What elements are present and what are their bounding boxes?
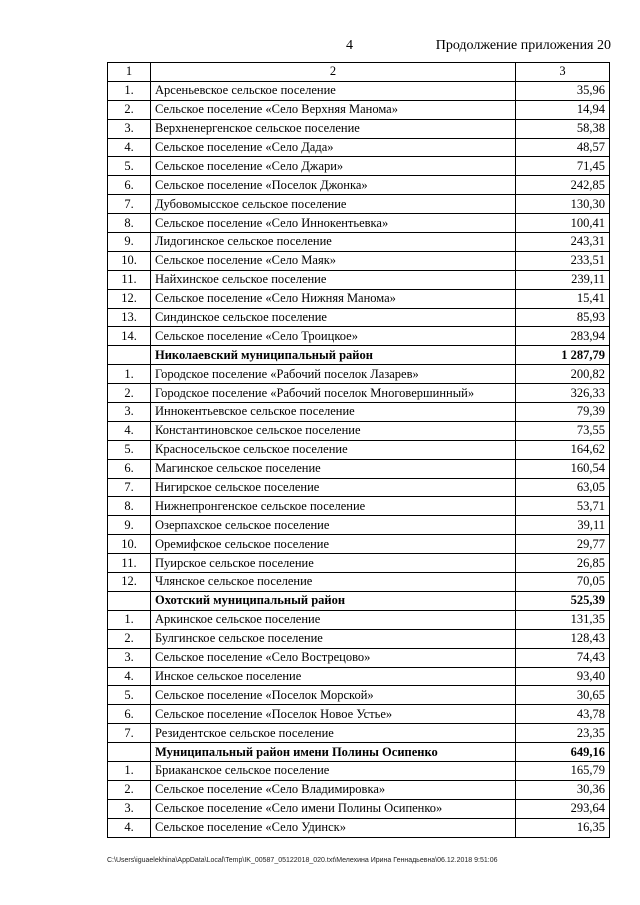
row-value: 70,05 [516,573,610,592]
settlement-name: Сельское поселение «Село Владимировка» [151,780,516,799]
row-value: 293,64 [516,799,610,818]
table-row [108,440,610,459]
table-row [108,535,610,554]
row-number: 7. [108,724,151,743]
table-row [108,251,610,270]
row-number: 6. [108,176,151,195]
row-value: 283,94 [516,327,610,346]
row-number: 3. [108,403,151,422]
settlement-name: Городское поселение «Рабочий поселок Многовершинный» [151,384,516,403]
settlement-name: Сельское поселение «Село Иннокентьевка» [151,214,516,233]
settlement-name: Инское сельское поселение [151,667,516,686]
row-number: 12. [108,289,151,308]
row-value: 48,57 [516,138,610,157]
row-number: 7. [108,478,151,497]
row-number: 3. [108,119,151,138]
table-row [108,233,610,252]
row-number: 2. [108,100,151,119]
row-value: 29,77 [516,535,610,554]
settlement-name: Сельское поселение «Поселок Морской» [151,686,516,705]
column-header-2: 2 [151,63,516,82]
table-row [108,119,610,138]
row-value: 43,78 [516,705,610,724]
settlement-name: Булгинское сельское поселение [151,629,516,648]
row-value: 79,39 [516,403,610,422]
page-header [0,38,640,56]
row-value: 30,65 [516,686,610,705]
row-value: 130,30 [516,195,610,214]
table-row [108,214,610,233]
table-header-row [108,63,610,82]
settlement-name: Сельское поселение «Поселок Новое Устье» [151,705,516,724]
row-value: 73,55 [516,421,610,440]
settlement-name: Оремифское сельское поселение [151,535,516,554]
row-value: 160,54 [516,459,610,478]
settlement-name: Лидогинское сельское поселение [151,233,516,252]
page-number: 4 [346,38,353,53]
table-row [108,403,610,422]
settlement-name: Сельское поселение «Село Удинск» [151,818,516,837]
row-number: 3. [108,799,151,818]
row-value: 239,11 [516,270,610,289]
table-row [108,100,610,119]
row-value: 649,16 [516,743,610,762]
table-row [108,573,610,592]
row-number: 9. [108,233,151,252]
row-value: 128,43 [516,629,610,648]
settlement-name: Члянское сельское поселение [151,573,516,592]
data-table [107,62,610,838]
row-number: 10. [108,535,151,554]
table-row [108,516,610,535]
row-value: 35,96 [516,81,610,100]
settlement-name: Сельское поселение «Село Вострецово» [151,648,516,667]
row-value: 164,62 [516,440,610,459]
row-value: 200,82 [516,365,610,384]
table-row [108,724,610,743]
settlement-name: Сельское поселение «Поселок Джонка» [151,176,516,195]
table-row [108,799,610,818]
table-row [108,554,610,573]
row-value: 63,05 [516,478,610,497]
row-value: 26,85 [516,554,610,573]
row-number: 12. [108,573,151,592]
row-number [108,591,151,610]
row-value: 58,38 [516,119,610,138]
row-number: 8. [108,497,151,516]
table-row [108,81,610,100]
settlement-name: Сельское поселение «Село Маяк» [151,251,516,270]
table-row [108,195,610,214]
settlement-name: Красносельское сельское поселение [151,440,516,459]
table-row [108,761,610,780]
settlement-name: Резидентское сельское поселение [151,724,516,743]
row-number: 3. [108,648,151,667]
settlement-name: Озерпахское сельское поселение [151,516,516,535]
row-number: 13. [108,308,151,327]
row-number: 11. [108,270,151,289]
table-row [108,157,610,176]
district-row [108,743,610,762]
settlement-name: Нижнепронгенское сельское поселение [151,497,516,516]
table-row [108,648,610,667]
row-value: 242,85 [516,176,610,195]
settlement-name: Сельское поселение «Село имени Полины Осипенко» [151,799,516,818]
table-row [108,610,610,629]
row-number: 5. [108,440,151,459]
row-number: 2. [108,780,151,799]
settlement-name: Сельское поселение «Село Верхняя Манома» [151,100,516,119]
table-row [108,705,610,724]
column-header-3: 3 [516,63,610,82]
row-number: 2. [108,384,151,403]
row-number: 2. [108,629,151,648]
row-number: 4. [108,138,151,157]
settlement-name: Бриаканское сельское поселение [151,761,516,780]
table-row [108,289,610,308]
row-value: 23,35 [516,724,610,743]
row-number: 1. [108,81,151,100]
district-row [108,591,610,610]
settlement-name: Охотский муниципальный район [151,591,516,610]
row-value: 1 287,79 [516,346,610,365]
settlement-name: Синдинское сельское поселение [151,308,516,327]
row-number: 14. [108,327,151,346]
row-number: 1. [108,365,151,384]
footer-file-path: C:\Users\iguaelekhina\AppData\Local\Temp\IK_00587_05122018_020.txt\Мелехина Ирина Геннадьевна\06.12.2018 9:51:06 [107,857,498,864]
row-number: 4. [108,667,151,686]
row-number: 8. [108,214,151,233]
table-row [108,667,610,686]
row-number [108,743,151,762]
row-number: 4. [108,818,151,837]
table-row [108,138,610,157]
row-value: 100,41 [516,214,610,233]
row-value: 15,41 [516,289,610,308]
settlement-name: Сельское поселение «Село Дада» [151,138,516,157]
row-number: 9. [108,516,151,535]
table-row [108,308,610,327]
table-row [108,421,610,440]
row-value: 165,79 [516,761,610,780]
row-number: 11. [108,554,151,573]
settlement-name: Иннокентьевское сельское поселение [151,403,516,422]
settlement-name: Верхненергенское сельское поселение [151,119,516,138]
table-row [108,459,610,478]
row-value: 93,40 [516,667,610,686]
row-number: 1. [108,610,151,629]
row-value: 71,45 [516,157,610,176]
settlement-name: Пуирское сельское поселение [151,554,516,573]
row-value: 74,43 [516,648,610,667]
table-row [108,365,610,384]
settlement-name: Николаевский муниципальный район [151,346,516,365]
table-row [108,327,610,346]
table-row [108,780,610,799]
row-value: 525,39 [516,591,610,610]
settlement-name: Магинское сельское поселение [151,459,516,478]
table-row [108,818,610,837]
row-value: 243,31 [516,233,610,252]
settlement-name: Дубовомысское сельское поселение [151,195,516,214]
row-value: 39,11 [516,516,610,535]
row-number: 5. [108,157,151,176]
row-number: 5. [108,686,151,705]
district-row [108,346,610,365]
table-row [108,384,610,403]
settlement-name: Арсеньевское сельское поселение [151,81,516,100]
settlement-name: Городское поселение «Рабочий поселок Лазарев» [151,365,516,384]
table-row [108,686,610,705]
appendix-title: Продолжение приложения 20 [435,38,611,53]
row-value: 233,51 [516,251,610,270]
row-number: 6. [108,705,151,724]
row-value: 16,35 [516,818,610,837]
row-value: 53,71 [516,497,610,516]
table-row [108,478,610,497]
table-row [108,270,610,289]
row-value: 326,33 [516,384,610,403]
settlement-name: Аркинское сельское поселение [151,610,516,629]
settlement-name: Сельское поселение «Село Нижняя Манома» [151,289,516,308]
settlement-name: Константиновское сельское поселение [151,421,516,440]
settlement-name: Сельское поселение «Село Троицкое» [151,327,516,346]
table-row [108,629,610,648]
settlement-name: Нигирское сельское поселение [151,478,516,497]
row-value: 14,94 [516,100,610,119]
row-number: 6. [108,459,151,478]
row-value: 131,35 [516,610,610,629]
table-row [108,176,610,195]
row-number: 7. [108,195,151,214]
row-number: 1. [108,761,151,780]
settlement-name: Муниципальный район имени Полины Осипенко [151,743,516,762]
row-number [108,346,151,365]
table-row [108,497,610,516]
settlement-name: Сельское поселение «Село Джари» [151,157,516,176]
row-value: 30,36 [516,780,610,799]
row-number: 10. [108,251,151,270]
settlement-name: Найхинское сельское поселение [151,270,516,289]
column-header-1: 1 [108,63,151,82]
row-value: 85,93 [516,308,610,327]
row-number: 4. [108,421,151,440]
